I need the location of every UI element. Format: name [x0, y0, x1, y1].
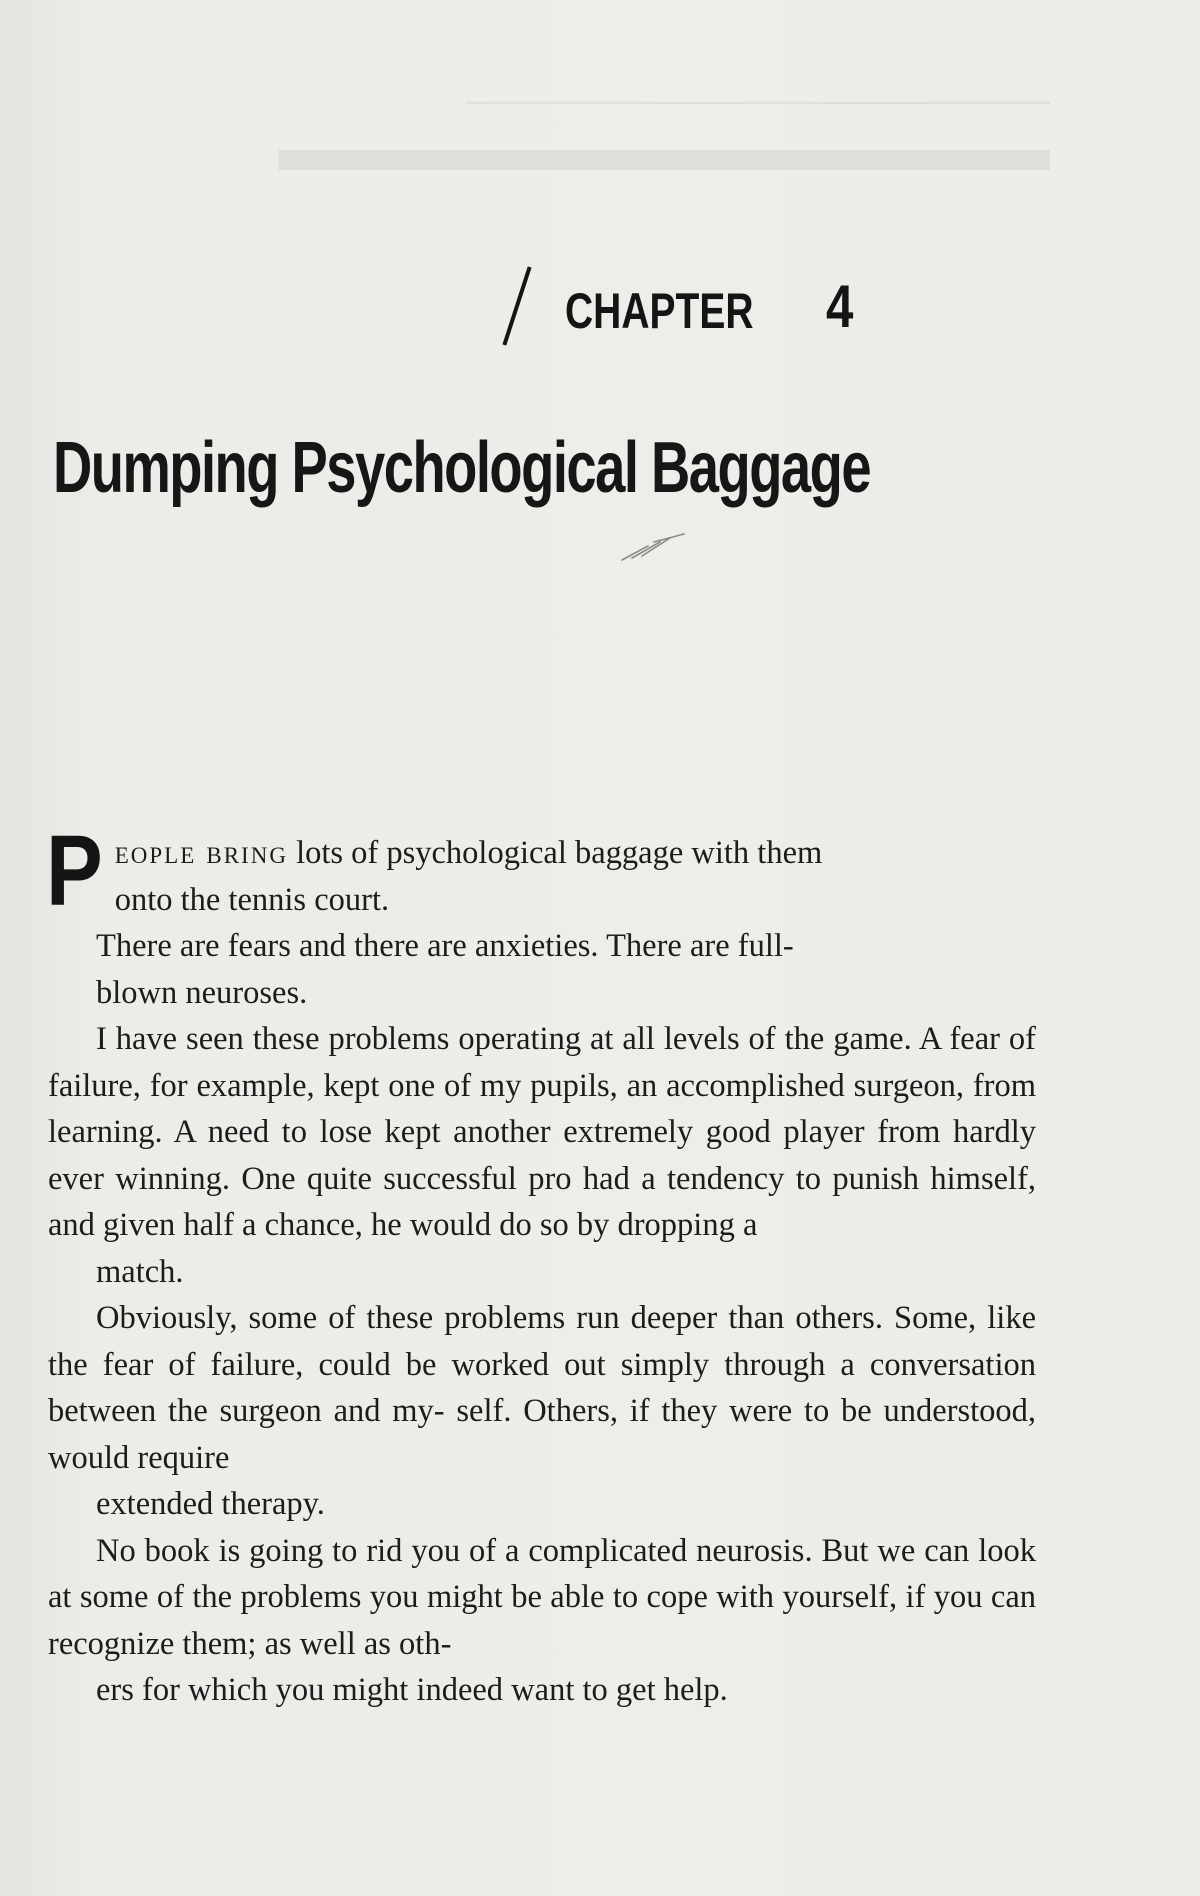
paragraph-2: [48, 923, 1036, 1016]
bleed-through-texture: ───────────────────────── ▄▄▄▄▄▄▄▄▄▄▄▄▄▄▄▄▄▄▄▄▄▄▄▄▄▄▄▄▄▄▄▄▄: [278, 85, 1050, 168]
chapter-slash-rule: [502, 266, 531, 345]
text-line: another extremely good player from hardly ever winning.: [48, 1114, 1037, 1197]
text-line: match.: [96, 1253, 184, 1290]
opening-small-caps: eople bring: [114, 835, 288, 871]
text-line: others. Some, like the fear of failure, could be worked out: [48, 1300, 1036, 1383]
chapter-body: [46, 815, 1037, 1714]
chapter-label: CHAPTER: [565, 283, 754, 339]
text-line: lots of psychological baggage with them: [287, 835, 823, 871]
paragraph-1: [46, 815, 1036, 927]
text-line: an accomplished surgeon, from learning. A need to lose kept: [48, 1067, 1036, 1150]
paragraph-4: [48, 1295, 1036, 1528]
text-line: Obviously, some of these problems run deeper than: [96, 1300, 785, 1336]
paragraph-5: [48, 1528, 1036, 1714]
text-line: cope with yourself, if you can recognize them; as well as oth-: [48, 1579, 1036, 1662]
text-line: self. Others, if they were to be understood, would require: [48, 1393, 1036, 1476]
text-line: simply through a conversation between the surgeon and my-: [48, 1346, 1036, 1429]
pen-scribble-mark: [618, 528, 688, 568]
text-line: No book is going to rid you of a complicated neurosis. But: [96, 1532, 869, 1569]
text-line: One quite successful pro had a tendency to punish himself,: [241, 1160, 1037, 1197]
text-line: blown neuroses.: [96, 974, 308, 1011]
text-line: ers for which you might indeed want to get help.: [96, 1672, 728, 1708]
text-line: and given half a chance, he would do so by dropping a: [48, 1207, 758, 1243]
paragraph-3: [48, 1016, 1036, 1295]
text-line: There are fears and there are anxieties. There are full-: [96, 928, 794, 964]
text-line: extended therapy.: [96, 1486, 325, 1522]
text-line: game. A fear of failure, for example, kept one of my pupils,: [48, 1021, 1036, 1104]
chapter-number: 4: [826, 273, 854, 340]
chapter-title: Dumping Psychological Baggage: [53, 428, 871, 508]
drop-cap: P: [46, 815, 103, 927]
text-line: I have seen these problems operating at all levels of the: [96, 1021, 825, 1057]
text-line: onto the tennis court.: [114, 881, 390, 918]
text-line: we can look at some of the problems you might be able to: [48, 1532, 1037, 1615]
